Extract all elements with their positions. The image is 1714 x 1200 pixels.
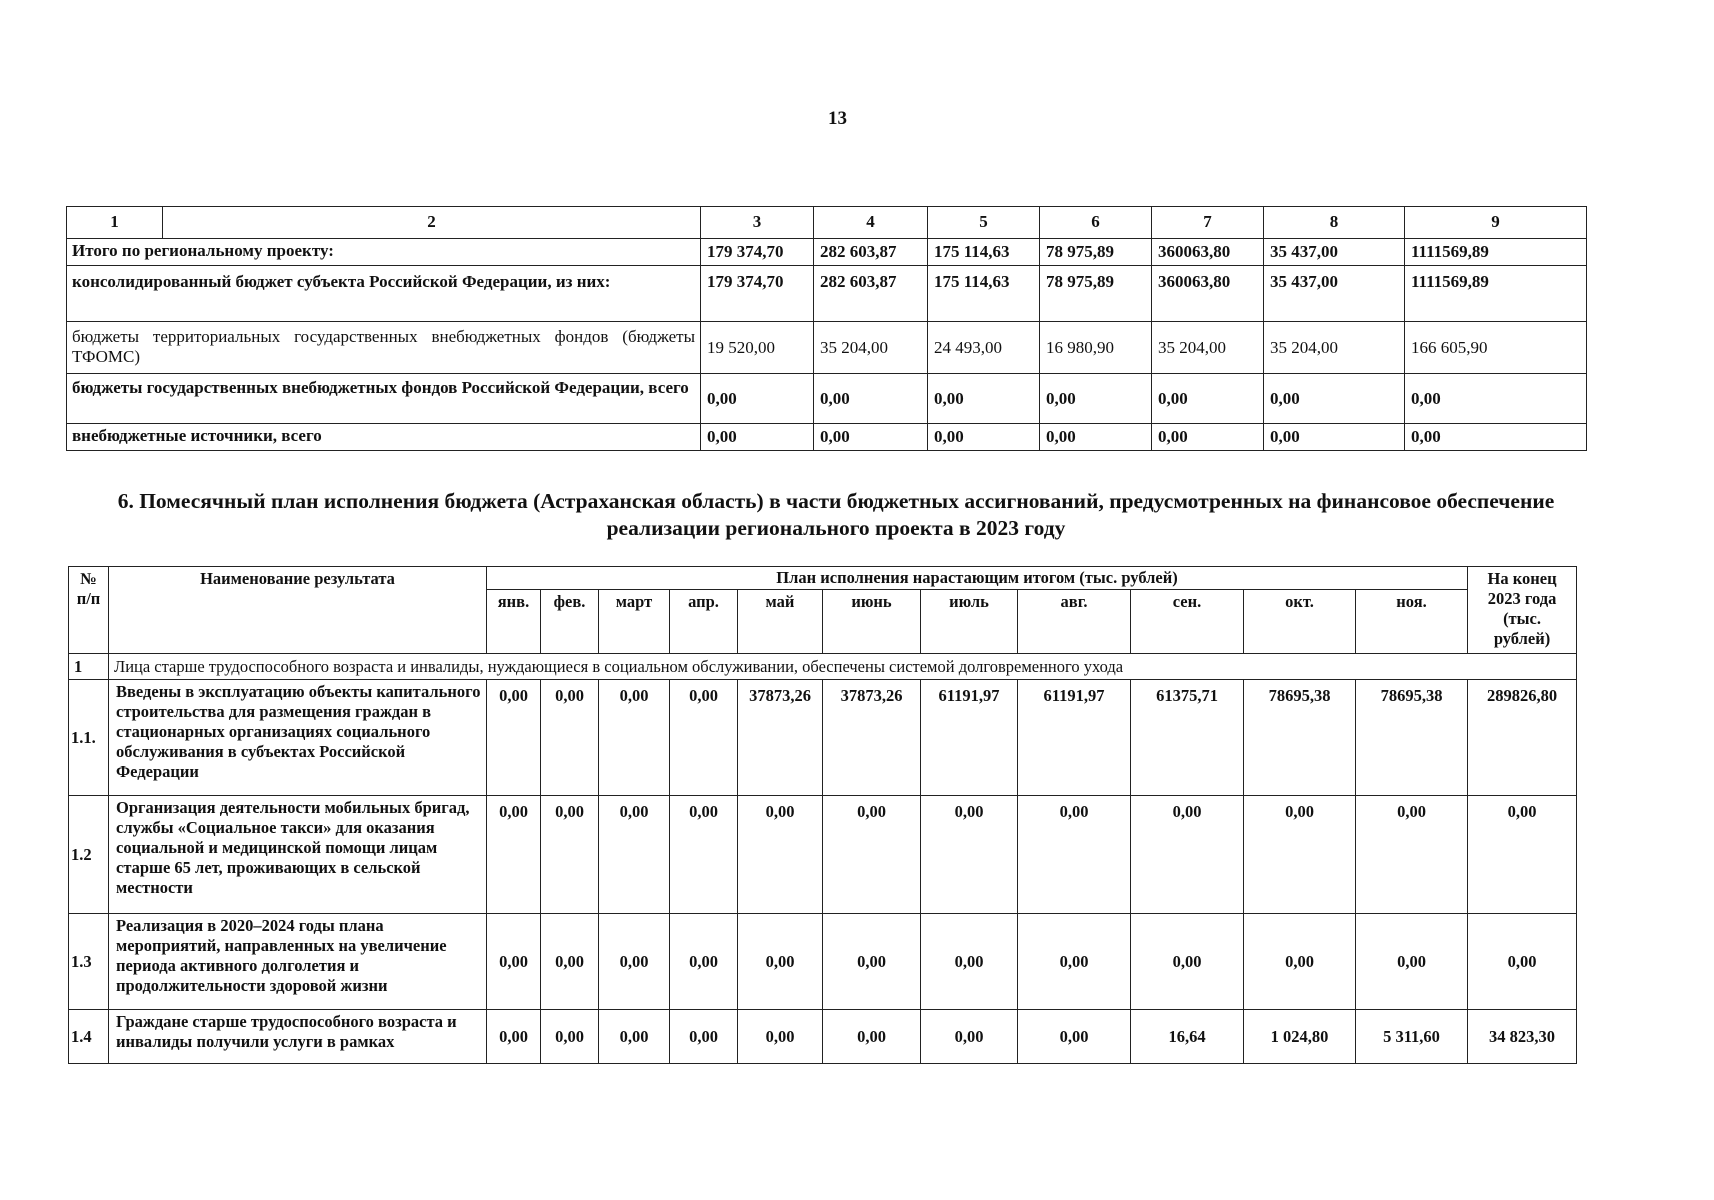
month-value: 0,00	[487, 1010, 541, 1064]
month-value: 16,64	[1131, 1010, 1244, 1064]
month-value: 0,00	[599, 680, 670, 796]
cell-value: 175 114,63	[928, 266, 1040, 322]
cell-value: 0,00	[1040, 424, 1152, 451]
row-label: бюджеты государственных внебюджетных фондов Российской Федерации, всего	[67, 374, 701, 424]
cell-value: 0,00	[814, 374, 928, 424]
month-header: май	[738, 590, 823, 654]
cell-value: 175 114,63	[928, 239, 1040, 266]
month-value: 1 024,80	[1244, 1010, 1356, 1064]
row-number: 1.3	[69, 914, 109, 1010]
row-label: внебюджетные источники, всего	[67, 424, 701, 451]
cell-value: 0,00	[1264, 424, 1405, 451]
month-header: июнь	[823, 590, 921, 654]
end-value: 34 823,30	[1468, 1010, 1577, 1064]
month-value: 0,00	[1018, 796, 1131, 914]
col-group-header: План исполнения нарастающим итогом (тыс. рублей)	[487, 567, 1468, 590]
column-number: 1	[67, 207, 163, 239]
cell-value: 0,00	[814, 424, 928, 451]
budget-table	[66, 206, 1587, 451]
cell-value: 35 437,00	[1264, 266, 1405, 322]
month-value: 0,00	[599, 1010, 670, 1064]
budget-table-header	[67, 207, 1587, 239]
month-header: фев.	[541, 590, 599, 654]
cell-value: 35 204,00	[1152, 322, 1264, 374]
month-value: 0,00	[1356, 796, 1468, 914]
cell-value: 0,00	[1264, 374, 1405, 424]
cell-value: 0,00	[1405, 374, 1587, 424]
month-value: 61191,97	[921, 680, 1018, 796]
cell-value: 0,00	[928, 424, 1040, 451]
month-value: 0,00	[1244, 796, 1356, 914]
cell-value: 166 605,90	[1405, 322, 1587, 374]
cell-value: 0,00	[701, 424, 814, 451]
month-value: 61375,71	[1131, 680, 1244, 796]
row-label: консолидированный бюджет субъекта Российской Федерации, из них:	[67, 266, 701, 322]
month-value: 0,00	[1018, 914, 1131, 1010]
month-value: 0,00	[487, 796, 541, 914]
month-value: 0,00	[541, 796, 599, 914]
section-heading: 6. Помесячный план исполнения бюджета (Астраханская область) в части бюджетных ассигнований, предусмотренных на финансовое обеспечение реализации регионального проекта в 2023 году	[117, 489, 1555, 540]
month-header: окт.	[1244, 590, 1356, 654]
column-number: 8	[1264, 207, 1405, 239]
section-title: Лица старше трудоспособного возраста и инвалиды, нуждающиеся в социальном обслуживании, обеспечены системой долговременного ухода	[109, 654, 1577, 680]
cell-value: 24 493,00	[928, 322, 1040, 374]
cell-value: 35 437,00	[1264, 239, 1405, 266]
budget-row-federal-funds	[67, 374, 1587, 424]
month-value: 0,00	[1244, 914, 1356, 1010]
result-name: Организация деятельности мобильных бригад, службы «Социальное такси» для оказания социальной и медицинской помощи лицам старше 65 лет, проживающих в сельской местности	[109, 796, 487, 914]
row-number: 1.4	[69, 1010, 109, 1064]
month-header: март	[599, 590, 670, 654]
budget-row-consolidated	[67, 266, 1587, 322]
end-value: 0,00	[1468, 796, 1577, 914]
cell-value: 78 975,89	[1040, 239, 1152, 266]
column-number: 7	[1152, 207, 1264, 239]
cell-value: 0,00	[1152, 424, 1264, 451]
cell-value: 19 520,00	[701, 322, 814, 374]
month-value: 0,00	[921, 914, 1018, 1010]
result-name: Реализация в 2020–2024 годы плана мероприятий, направленных на увеличение периода активного долголетия и продолжительности здоровой жизни	[109, 914, 487, 1010]
budget-row-offbudget	[67, 424, 1587, 451]
section-row	[69, 654, 1577, 680]
cell-value: 0,00	[1040, 374, 1152, 424]
month-value: 0,00	[921, 796, 1018, 914]
column-number: 2	[163, 207, 701, 239]
budget-row-tfoms	[67, 322, 1587, 374]
end-value: 289826,80	[1468, 680, 1577, 796]
cell-value: 78 975,89	[1040, 266, 1152, 322]
month-value: 0,00	[670, 680, 738, 796]
plan-header-row	[69, 567, 1577, 590]
month-value: 0,00	[541, 914, 599, 1010]
cell-value: 1111569,89	[1405, 239, 1587, 266]
plan-row	[69, 914, 1577, 1010]
month-value: 0,00	[823, 914, 921, 1010]
row-number: 1.2	[69, 796, 109, 914]
cell-value: 360063,80	[1152, 266, 1264, 322]
result-name: Граждане старше трудоспособного возраста и инвалиды получили услуги в рамках	[109, 1010, 487, 1064]
month-value: 0,00	[1356, 914, 1468, 1010]
month-header: ноя.	[1356, 590, 1468, 654]
cell-value: 1111569,89	[1405, 266, 1587, 322]
cell-value: 35 204,00	[814, 322, 928, 374]
month-header: апр.	[670, 590, 738, 654]
month-value: 0,00	[487, 680, 541, 796]
cell-value: 0,00	[1152, 374, 1264, 424]
column-number: 6	[1040, 207, 1152, 239]
month-value: 61191,97	[1018, 680, 1131, 796]
col-end-header: На конец 2023 года (тыс. рублей)	[1468, 567, 1577, 654]
month-value: 78695,38	[1244, 680, 1356, 796]
month-header: янв.	[487, 590, 541, 654]
col-name-header: Наименование результата	[109, 567, 487, 654]
month-value: 37873,26	[738, 680, 823, 796]
cell-value: 35 204,00	[1264, 322, 1405, 374]
column-number: 3	[701, 207, 814, 239]
month-header: июль	[921, 590, 1018, 654]
month-value: 0,00	[1131, 796, 1244, 914]
month-value: 0,00	[599, 914, 670, 1010]
plan-row	[69, 1010, 1577, 1064]
month-value: 37873,26	[823, 680, 921, 796]
cell-value: 179 374,70	[701, 266, 814, 322]
month-value: 0,00	[541, 680, 599, 796]
column-number: 4	[814, 207, 928, 239]
month-header: авг.	[1018, 590, 1131, 654]
month-value: 78695,38	[1356, 680, 1468, 796]
month-value: 0,00	[738, 1010, 823, 1064]
month-value: 0,00	[823, 1010, 921, 1064]
month-value: 0,00	[823, 796, 921, 914]
month-value: 0,00	[1131, 914, 1244, 1010]
section-number: 1	[69, 654, 109, 680]
month-value: 0,00	[487, 914, 541, 1010]
monthly-plan-table	[68, 566, 1577, 1064]
month-value: 0,00	[541, 1010, 599, 1064]
month-value: 0,00	[670, 1010, 738, 1064]
cell-value: 179 374,70	[701, 239, 814, 266]
end-value: 0,00	[1468, 914, 1577, 1010]
month-header: сен.	[1131, 590, 1244, 654]
plan-row	[69, 796, 1577, 914]
cell-value: 360063,80	[1152, 239, 1264, 266]
cell-value: 282 603,87	[814, 239, 928, 266]
month-value: 0,00	[1018, 1010, 1131, 1064]
month-value: 0,00	[670, 914, 738, 1010]
page-number: 13	[828, 108, 847, 129]
col-no-header: № п/п	[69, 567, 109, 654]
cell-value: 0,00	[928, 374, 1040, 424]
result-name: Введены в эксплуатацию объекты капитального строительства для размещения граждан в стационарных организациях социального обслуживания в субъектах Российской Федерации	[109, 680, 487, 796]
month-value: 0,00	[599, 796, 670, 914]
month-value: 5 311,60	[1356, 1010, 1468, 1064]
cell-value: 0,00	[1405, 424, 1587, 451]
month-value: 0,00	[738, 796, 823, 914]
cell-value: 16 980,90	[1040, 322, 1152, 374]
month-value: 0,00	[670, 796, 738, 914]
plan-row	[69, 680, 1577, 796]
month-value: 0,00	[921, 1010, 1018, 1064]
cell-value: 0,00	[701, 374, 814, 424]
cell-value: 282 603,87	[814, 266, 928, 322]
row-label: бюджеты территориальных государственных внебюджетных фондов (бюджеты ТФОМС)	[67, 322, 701, 374]
budget-row-total	[67, 239, 1587, 266]
row-number: 1.1.	[69, 680, 109, 796]
month-value: 0,00	[738, 914, 823, 1010]
row-label: Итого по региональному проекту:	[67, 239, 701, 266]
column-number: 5	[928, 207, 1040, 239]
column-number: 9	[1405, 207, 1587, 239]
